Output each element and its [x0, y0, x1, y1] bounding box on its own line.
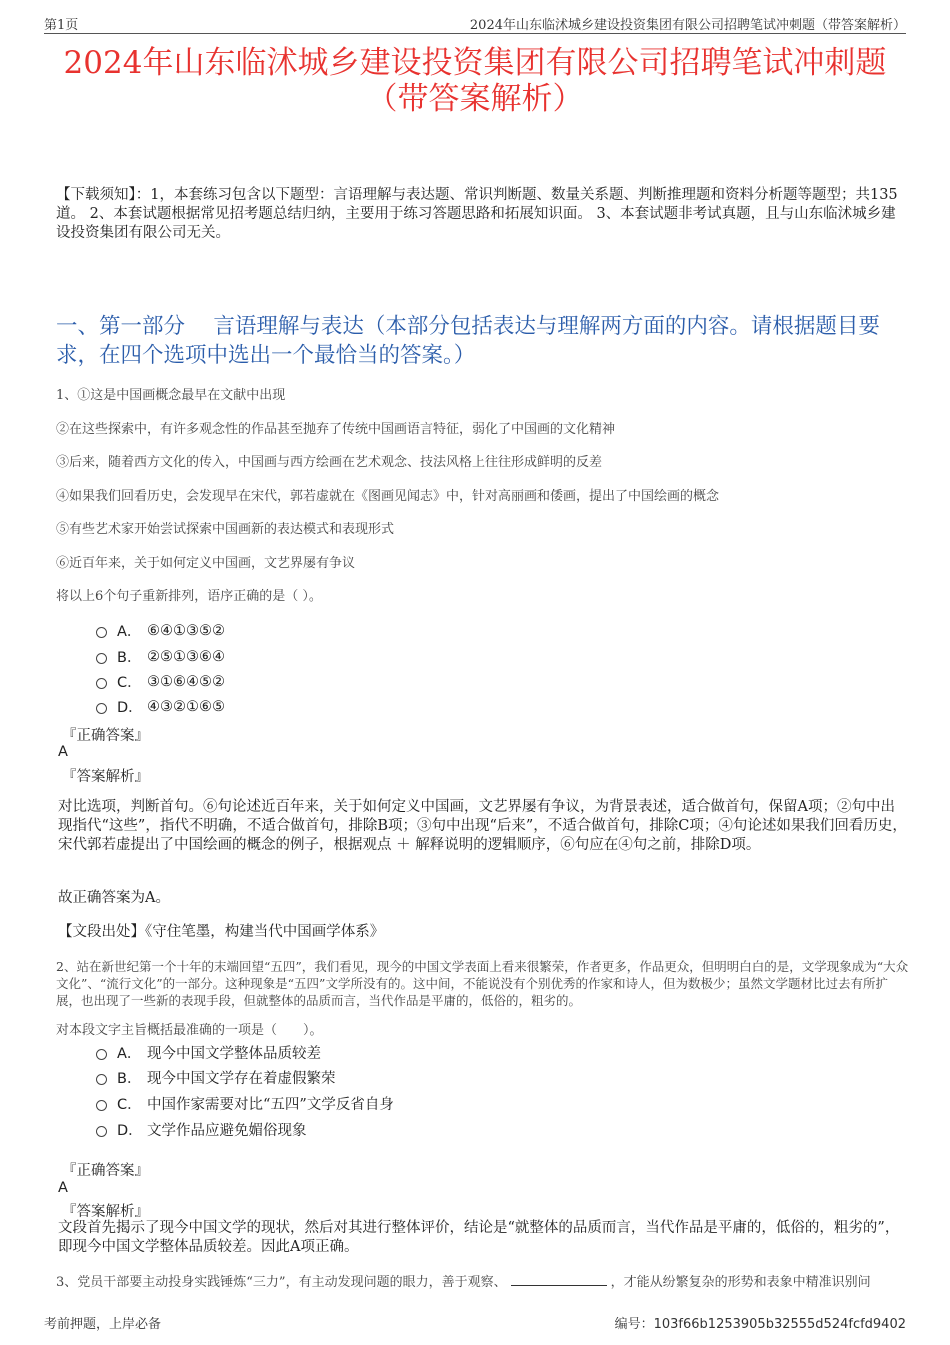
q2-option-c[interactable]: [96, 1093, 394, 1114]
q3-stem-after: ，才能从纷繁复杂的形势和表象中精准识别问: [610, 1275, 871, 1290]
q1-option-d[interactable]: [96, 696, 225, 717]
footer-code-label: 编号：: [614, 1317, 654, 1332]
q1-analysis: 对比选项，判断首句。⑥句论述近百年来，关于如何定义中国画，文艺界屡有争议，为背景表述，适合做首句，保留A项；②句中出现指代“这些”，指代不明确，不适合做首句，排除B项；③句中出现“后来”，不适合做首句，排除C项；④句论述如果我们回看历史，宋代郭若虚提出了中国绘画的概念的例子，根据观点 ＋ 解释说明的逻辑顺序，⑥句应在④句之前，排除D项。: [58, 799, 907, 853]
q1-option-b[interactable]: [96, 646, 225, 667]
header-divider: [44, 33, 906, 34]
radio-button[interactable]: [96, 1100, 107, 1111]
option-text: ⑥④①③⑤②: [147, 622, 225, 639]
radio-button[interactable]: [96, 653, 107, 664]
option-letter: D．: [117, 1123, 143, 1139]
q1-line: 1、①这是中国画概念最早在文献中出现: [56, 388, 286, 403]
q2-analysis: 文段首先揭示了现今中国文学的现状，然后对其进行整体评价，结论是“就整体的品质而言，当代作品是平庸的，低俗的，粗劣的”，即现今中国文学整体品质较差。因此A项正确。: [58, 1220, 900, 1255]
q1-line: ③后来，随着西方文化的传入，中国画与西方绘画在艺术观念、技法风格上往往形成鲜明的反差: [56, 455, 603, 470]
radio-button[interactable]: [96, 703, 107, 714]
option-text: ④③②①⑥⑤: [147, 698, 225, 715]
radio-button[interactable]: [96, 1074, 107, 1085]
option-text: ③①⑥④⑤②: [147, 673, 225, 690]
q1-line: ②在这些探索中，有许多观念性的作品甚至抛弃了传统中国画语言特征，弱化了中国画的文化精神: [56, 422, 616, 437]
option-text: 中国作家需要对比“五四”文学反省自身: [147, 1097, 394, 1113]
page-subtitle: （带答案解析）: [366, 81, 584, 117]
option-letter: C．: [117, 675, 142, 691]
option-letter: B．: [117, 1071, 142, 1087]
page-number: 第1页: [44, 18, 79, 33]
option-text: 文学作品应避免媚俗现象: [147, 1123, 307, 1139]
q2-analysis-label: 『答案解析』: [62, 1204, 149, 1220]
q1-conclusion: 故正确答案为A。: [58, 890, 170, 906]
option-text: 现今中国文学整体品质较差: [147, 1046, 321, 1062]
q2-option-b[interactable]: [96, 1067, 336, 1088]
q1-question: 将以上6个句子重新排列，语序正确的是（ ）。: [56, 589, 322, 604]
option-letter: A．: [117, 1046, 142, 1062]
radio-button[interactable]: [96, 1049, 107, 1060]
radio-button[interactable]: [96, 678, 107, 689]
q2-option-d[interactable]: [96, 1119, 307, 1140]
q1-line: ⑤有些艺术家开始尝试探索中国画新的表达模式和表现形式: [56, 522, 395, 537]
radio-button[interactable]: [96, 627, 107, 638]
q1-answer-label: 『正确答案』: [62, 728, 149, 744]
footer-code: [615, 1313, 906, 1332]
option-text: ②⑤①③⑥④: [147, 648, 225, 665]
option-letter: D．: [117, 700, 143, 716]
q1-line: ⑥近百年来，关于如何定义中国画，文艺界屡有争议: [56, 556, 356, 571]
q2-answer: A: [58, 1180, 68, 1196]
q1-answer: A: [58, 744, 68, 760]
q1-option-a[interactable]: [96, 620, 225, 641]
header-doc-title: 2024年山东临沭城乡建设投资集团有限公司招聘笔试冲刺题（带答案解析）: [469, 18, 906, 33]
page-title: 2024年山东临沭城乡建设投资集团有限公司招聘笔试冲刺题: [63, 45, 887, 81]
footer-code-value: 103f66b1253905b32555d524fcfd9402: [653, 1317, 906, 1332]
q2-answer-label: 『正确答案』: [62, 1163, 149, 1179]
q3-stem: [56, 1271, 906, 1290]
option-letter: B．: [117, 650, 142, 666]
option-letter: C．: [117, 1097, 142, 1113]
section-title: 一、第一部分 言语理解与表达（本部分包括表达与理解两方面的内容。请根据题目要求，在四个选项中选出一个最恰当的答案。）: [56, 314, 880, 368]
fill-in-blank: [511, 1273, 607, 1286]
option-text: 现今中国文学存在着虚假繁荣: [147, 1071, 336, 1087]
radio-button[interactable]: [96, 1126, 107, 1137]
q1-analysis-label: 『答案解析』: [62, 769, 149, 785]
footer-slogan: 考前押题，上岸必备: [44, 1317, 162, 1332]
q2-question: 对本段文字主旨概括最准确的一项是（ ）。: [56, 1023, 323, 1038]
q3-stem-before: 3、党员干部要主动投身实践锤炼“三力”，有主动发现问题的眼力，善于观察、: [56, 1275, 507, 1290]
q1-source: 【文段出处】《守住笔墨，构建当代中国画学体系》: [58, 924, 385, 940]
option-letter: A．: [117, 624, 142, 640]
q1-line: ④如果我们回看历史，会发现早在宋代，郭若虚就在《图画见闻志》中，针对高丽画和倭画，提出了中国绘画的概念: [56, 489, 720, 504]
q2-option-a[interactable]: [96, 1042, 321, 1063]
q2-stem: 2、站在新世纪第一个十年的末端回望“五四”，我们看见，现今的中国文学表面上看来很繁荣，作者更多，作品更众，但明明白白的是，文学现象成为“大众文化”、“流行文化”的一部分。这种现象是“五四”文学所没有的。这中间，不能说没有个别优秀的作家和诗人，但为数极少；虽然文学题材比过去有所扩展，也出现了一些新的表现手段，但就整体的品质而言，当代作品是平庸的，低俗的，粗劣的。: [56, 959, 909, 1008]
q1-option-c[interactable]: [96, 671, 225, 692]
download-notice: 【下载须知】：1，本套练习包含以下题型：言语理解与表达题、常识判断题、数量关系题、判断推理题和资料分析题等题型；共135道。 2、本套试题根据常见招考题总结归纳，主要用于练习答题思路和拓展知识面。 3、本套试题非考试真题，且与山东临沭城乡建设投资集团有限公司无关。: [56, 187, 898, 241]
